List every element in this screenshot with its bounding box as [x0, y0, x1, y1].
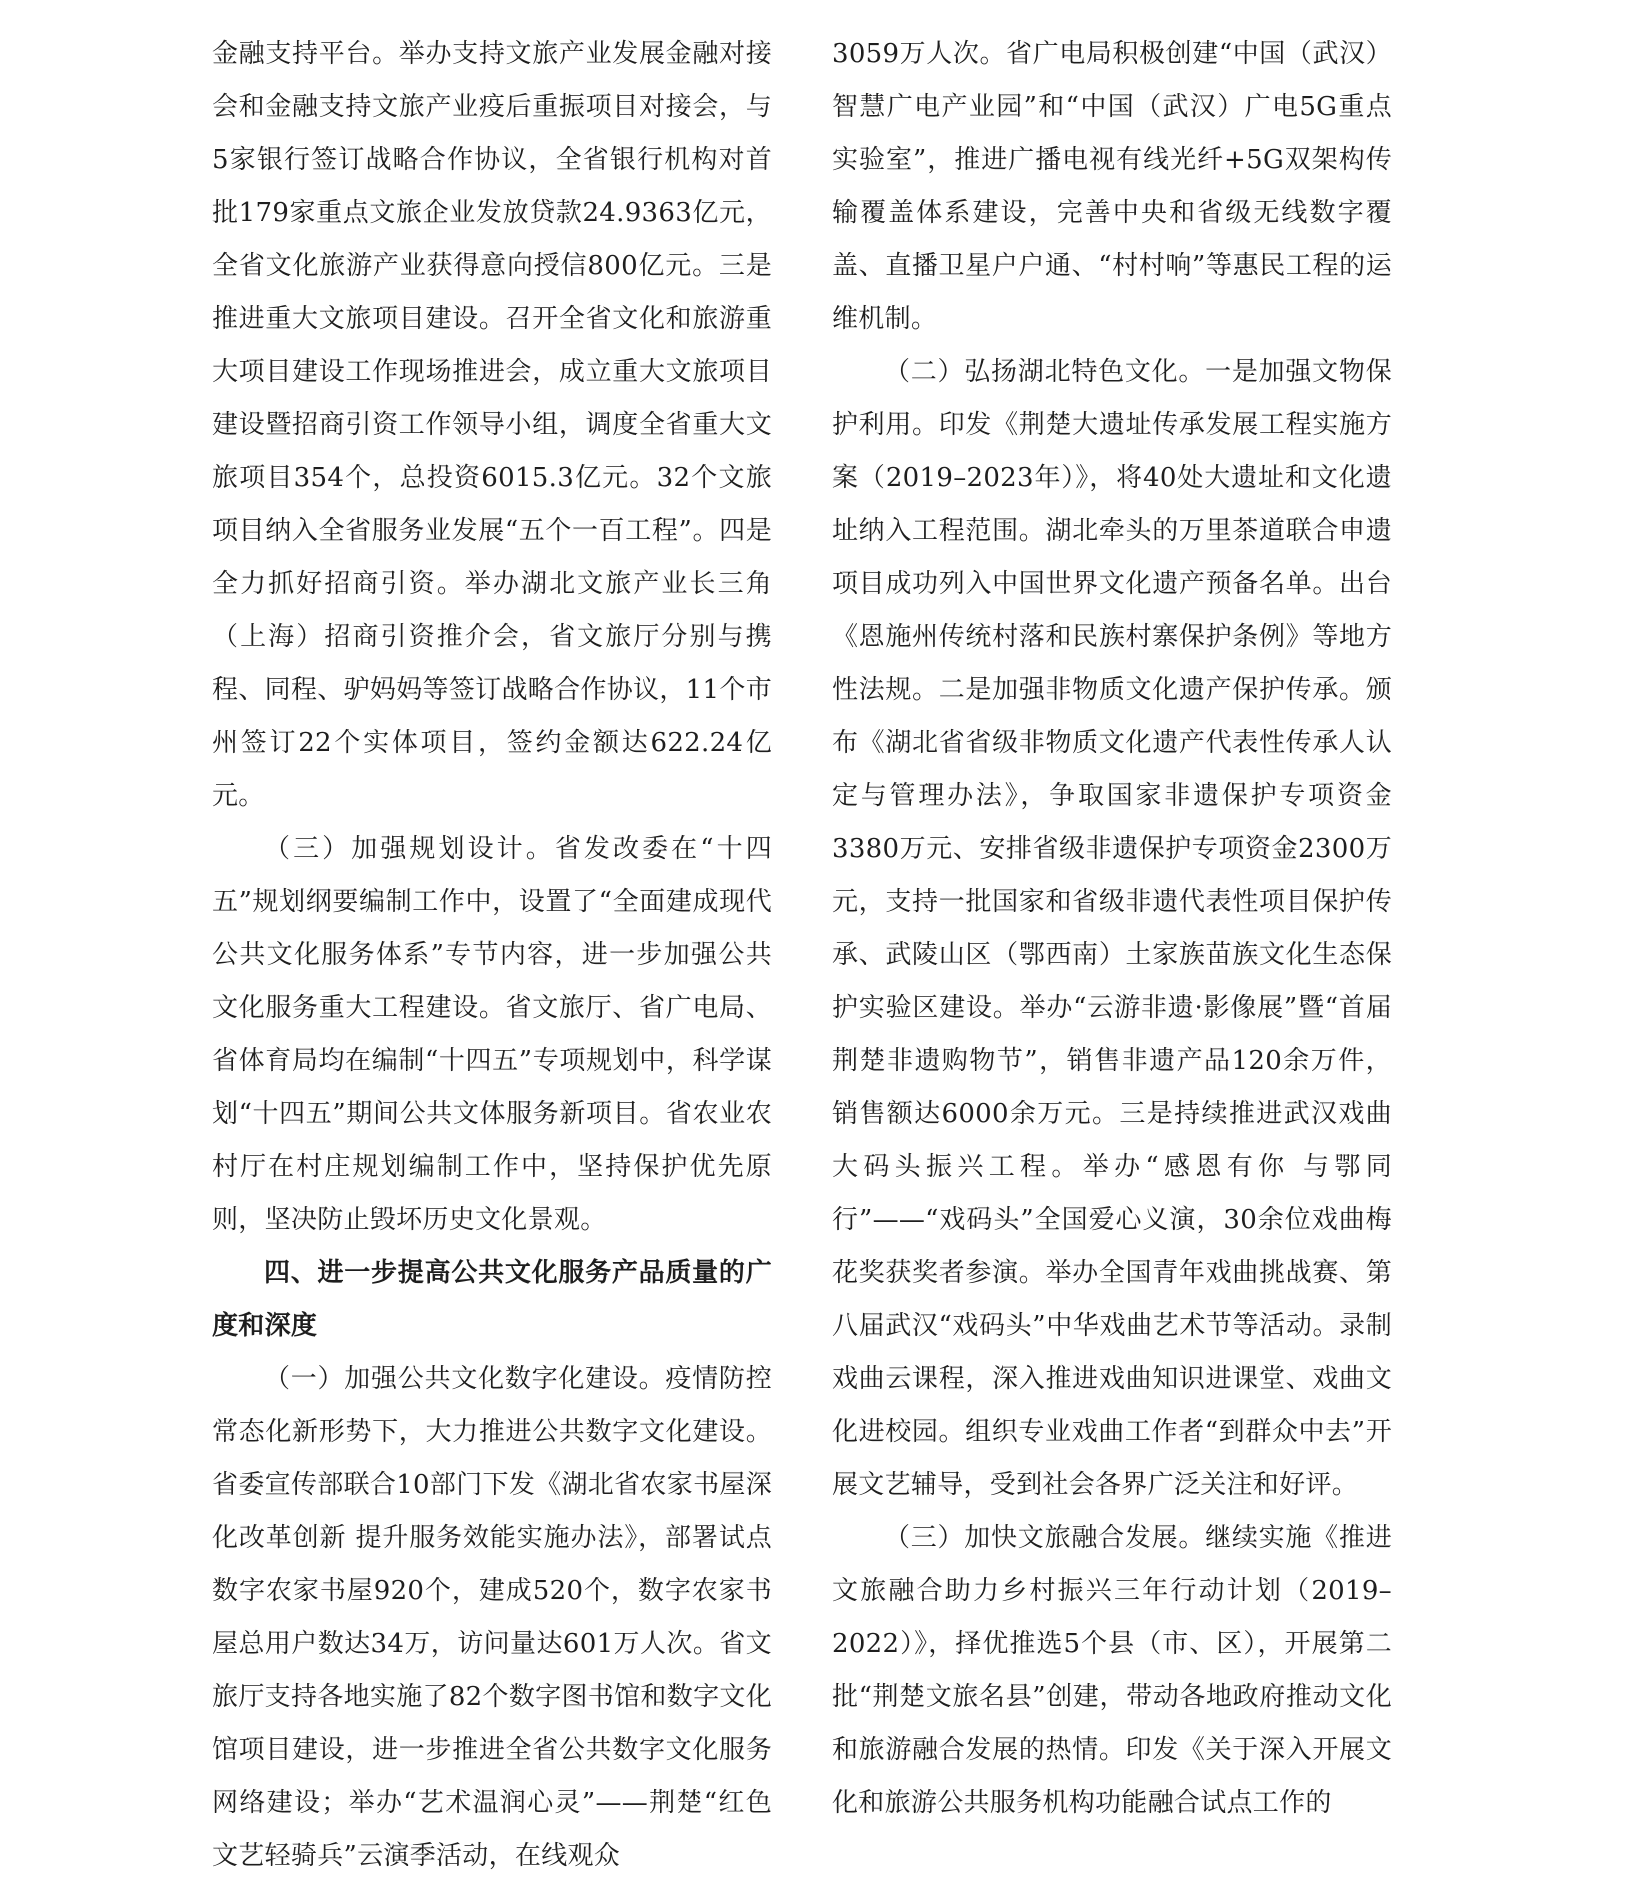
paragraph-broadcast: 3059万人次。省广电局积极创建“中国（武汉）智慧广电产业园”和“中国（武汉）广电5G重点实验室”，推进广播电视有线光纤+5G双架构传输覆盖体系建设，完善中央和省级无线数字覆盖、直播卫星户户通、“村村响”等惠民工程的运维机制。 — [832, 39, 1392, 334]
left-column — [212, 28, 772, 1883]
paragraph-hubei-culture: （二）弘扬湖北特色文化。一是加强文物保护利用。印发《荆楚大遗址传承发展工程实施方案（2019–2023年）》，将40处大遗址和文化遗址纳入工程范围。湖北牵头的万里茶道联合申遗项目成功列入中国世界文化遗产预备名单。出台《恩施州传统村落和民族村寨保护条例》等地方性法规。二是加强非物质文化遗产保护传承。颁布《湖北省省级非物质文化遗产代表性传承人认定与管理办法》，争取国家非遗保护专项资金3380万元、安排省级非遗保护专项资金2300万元，支持一批国家和省级非遗代表性项目保护传承、武陵山区（鄂西南）土家族苗族文化生态保护实验区建设。举办“云游非遗·影像展”暨“首届荆楚非遗购物节”，销售非遗产品120余万件，销售额达6000余万元。三是持续推进武汉戏曲大码头振兴工程。举办“感恩有你 与鄂同行”——“戏码头”全国爱心义演，30余位戏曲梅花奖获奖者参演。举办全国青年戏曲挑战赛、第八届武汉“戏码头”中华戏曲艺术节等活动。录制戏曲云课程，深入推进戏曲知识进课堂、戏曲文化进校园。组织专业戏曲工作者“到群众中去”开展文艺辅导，受到社会各界广泛关注和好评。 — [832, 357, 1392, 1500]
right-column — [832, 28, 1392, 1830]
paragraph-culture-tourism: （三）加快文旅融合发展。继续实施《推进文旅融合助力乡村振兴三年行动计划（2019–2022）》，择优推选5个县（市、区），开展第二批“荆楚文旅名县”创建，带动各地政府推动文化和旅游融合发展的热情。印发《关于深入开展文化和旅游公共服务机构功能融合试点工作的 — [832, 1523, 1392, 1818]
paragraph-digital-culture: （一）加强公共文化数字化建设。疫情防控常态化新形势下，大力推进公共数字文化建设。省委宣传部联合10部门下发《湖北省农家书屋深化改革创新 提升服务效能实施办法》，部署试点数字农家书屋920个，建成520个，数字农家书屋总用户数达34万，访问量达601万人次。省文旅厅支持各地实施了82个数字图书馆和数字文化馆项目建设，进一步推进全省公共数字文化服务网络建设；举办“艺术温润心灵”——荆楚“红色文艺轻骑兵”云演季活动，在线观众 — [212, 1364, 772, 1871]
paragraph-planning-design: （三）加强规划设计。省发改委在“十四五”规划纲要编制工作中，设置了“全面建成现代公共文化服务体系”专节内容，进一步加强公共文化服务重大工程建设。省文旅厅、省广电局、省体育局均在编制“十四五”专项规划中，科学谋划“十四五”期间公共文体服务新项目。省农业农村厅在村庄规划编制工作中，坚持保护优先原则，坚决防止毁坏历史文化景观。 — [212, 834, 772, 1235]
section-heading-4: 四、进一步提高公共文化服务产品质量的广度和深度 — [212, 1258, 772, 1341]
paragraph-finance-platform: 金融支持平台。举办支持文旅产业发展金融对接会和金融支持文旅产业疫后重振项目对接会，与5家银行签订战略合作协议，全省银行机构对首批179家重点文旅企业发放贷款24.9363亿元，全省文化旅游产业获得意向授信800亿元。三是推进重大文旅项目建设。召开全省文化和旅游重大项目建设工作现场推进会，成立重大文旅项目建设暨招商引资工作领导小组，调度全省重大文旅项目354个，总投资6015.3亿元。32个文旅项目纳入全省服务业发展“五个一百工程”。四是全力抓好招商引资。举办湖北文旅产业长三角（上海）招商引资推介会，省文旅厅分别与携程、同程、驴妈妈等签订战略合作协议，11个市州签订22个实体项目，签约金额达622.24亿元。 — [212, 39, 772, 811]
